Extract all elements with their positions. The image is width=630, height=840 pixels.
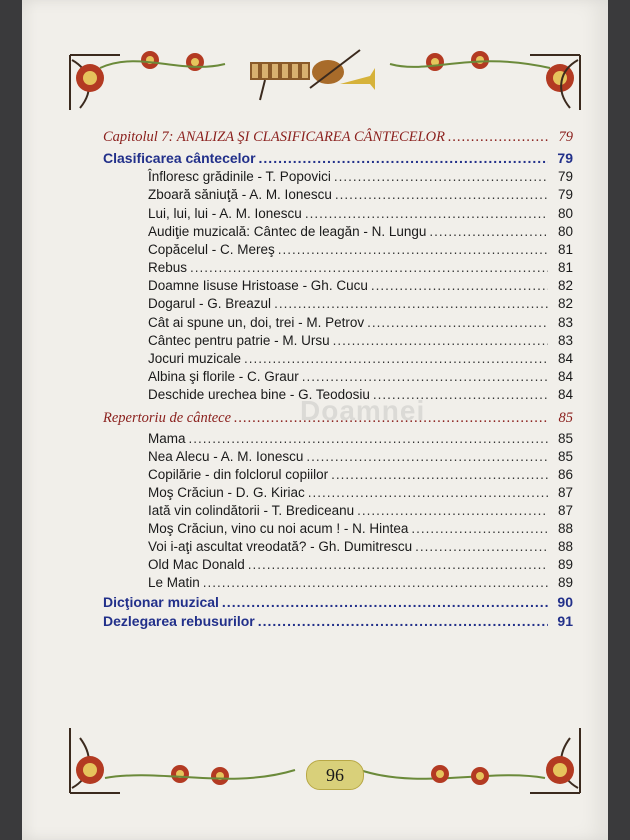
- page-ref: 88: [557, 539, 573, 554]
- toc-entry[interactable]: [148, 168, 573, 186]
- leader-dots: [258, 612, 548, 630]
- entry-title: Copăcelul - C. Mereş: [148, 242, 275, 257]
- page-ref: 83: [557, 315, 573, 330]
- toc-entry[interactable]: [148, 314, 573, 332]
- leader-dots: [415, 538, 548, 556]
- leader-dots: [222, 593, 548, 611]
- toc-entry[interactable]: [148, 386, 573, 404]
- page-ref: 84: [557, 369, 573, 384]
- leader-dots: [190, 259, 548, 277]
- entry-title: Mama: [148, 431, 186, 446]
- section-title: Dezlegarea rebusurilor: [103, 613, 255, 629]
- entry-title: Old Mac Donald: [148, 557, 245, 572]
- chapter-row[interactable]: [103, 128, 573, 146]
- page-ref: 85: [558, 410, 573, 426]
- leader-dots: [259, 149, 548, 167]
- toc-entry[interactable]: [148, 484, 573, 502]
- section-title: Clasificarea cântecelor: [103, 150, 256, 166]
- page-ref: 90: [557, 594, 573, 610]
- page-ref: 82: [557, 278, 573, 293]
- page-ref: 80: [557, 206, 573, 221]
- leader-dots: [189, 430, 548, 448]
- entry-title: Le Matin: [148, 575, 200, 590]
- entry-title: Înfloresc grădinile - T. Popovici: [148, 169, 331, 184]
- entry-title: Deschide urechea bine - G. Teodosiu: [148, 387, 370, 402]
- entry-title: Voi i-aţi ascultat vreodată? - Gh. Dumitrescu: [148, 539, 413, 554]
- section-row[interactable]: [103, 409, 573, 427]
- watermark-text: Doamnei: [300, 395, 426, 426]
- page-ref: 91: [557, 613, 573, 629]
- toc-entry[interactable]: [148, 295, 573, 313]
- page-ref: 80: [557, 224, 573, 239]
- leader-dots: [331, 466, 548, 484]
- entry-title: Jocuri muzicale: [148, 351, 242, 366]
- chapter-title: Capitolul 7: ANALIZA ŞI CLASIFICAREA CÂNTECELOR: [103, 129, 445, 145]
- toc-entry[interactable]: [148, 520, 573, 538]
- leader-dots: [334, 168, 548, 186]
- page-number: 96: [306, 760, 364, 790]
- section-row[interactable]: [103, 593, 573, 611]
- page-ref: 87: [557, 503, 573, 518]
- entry-title: Iată vin colindătorii - T. Brediceanu: [148, 503, 355, 518]
- toc-entry[interactable]: [148, 205, 573, 223]
- page-ref: 85: [557, 449, 573, 464]
- entry-title: Rebus: [148, 260, 188, 275]
- leader-dots: [302, 368, 548, 386]
- leader-dots: [357, 502, 548, 520]
- page-ref: 82: [557, 296, 573, 311]
- entry-title: Albina şi florile - C. Graur: [148, 369, 299, 384]
- page-ref: 83: [557, 333, 573, 348]
- toc-entry[interactable]: [148, 538, 573, 556]
- page-ref: 79: [557, 150, 573, 166]
- page-ref: 87: [557, 485, 573, 500]
- leader-dots: [335, 186, 548, 204]
- leader-dots: [274, 295, 548, 313]
- section-row[interactable]: [103, 149, 573, 167]
- leader-dots: [278, 241, 548, 259]
- leader-dots: [234, 409, 548, 427]
- page-ref: 81: [557, 242, 573, 257]
- toc-entry[interactable]: [148, 259, 573, 277]
- leader-dots: [333, 332, 548, 350]
- leader-dots: [305, 205, 548, 223]
- toc-entry[interactable]: [148, 448, 573, 466]
- page-ref: 84: [557, 351, 573, 366]
- entry-title: Doamne Iisuse Hristoase - Gh. Cucu: [148, 278, 368, 293]
- page-ref: 79: [557, 187, 573, 202]
- toc-entry[interactable]: [148, 556, 573, 574]
- section-title: Dicţionar muzical: [103, 594, 219, 610]
- entry-title: Moş Crăciun - D. G. Kiriac: [148, 485, 305, 500]
- entry-title: Lui, lui, lui - A. M. Ionescu: [148, 206, 302, 221]
- section-row[interactable]: [103, 612, 573, 630]
- leader-dots: [203, 574, 548, 592]
- toc-entry[interactable]: [148, 466, 573, 484]
- entry-title: Zboară săniuţă - A. M. Ionescu: [148, 187, 332, 202]
- toc-entry[interactable]: [148, 574, 573, 592]
- page-ref: 79: [558, 129, 573, 145]
- page-ref: 89: [557, 557, 573, 572]
- page-ref: 86: [557, 467, 573, 482]
- entry-title: Copilărie - din folclorul copiilor: [148, 467, 329, 482]
- leader-dots: [248, 556, 548, 574]
- page-ref: 88: [557, 521, 573, 536]
- leader-dots: [373, 386, 548, 404]
- entry-title: Cât ai spune un, doi, trei - M. Petrov: [148, 315, 365, 330]
- page-ref: 85: [557, 431, 573, 446]
- entry-title: Audiţie muzicală: Cântec de leagăn - N. Lungu: [148, 224, 427, 239]
- toc-entry[interactable]: [148, 241, 573, 259]
- toc-entry[interactable]: [148, 350, 573, 368]
- section-title: Repertoriu de cântece: [103, 410, 232, 426]
- toc-entry[interactable]: [148, 277, 573, 295]
- leader-dots: [306, 448, 548, 466]
- leader-dots: [429, 223, 548, 241]
- leader-dots: [308, 484, 548, 502]
- page-ref: 79: [557, 169, 573, 184]
- page-ref: 81: [557, 260, 573, 275]
- leader-dots: [371, 277, 548, 295]
- toc-entry[interactable]: [148, 430, 573, 448]
- toc-entry[interactable]: [148, 186, 573, 204]
- leader-dots: [367, 314, 548, 332]
- leader-dots: [411, 520, 548, 538]
- toc-entry[interactable]: [148, 502, 573, 520]
- leader-dots: [244, 350, 548, 368]
- page-ref: 89: [557, 575, 573, 590]
- leader-dots: [448, 128, 548, 146]
- toc-entry[interactable]: [148, 368, 573, 386]
- entry-title: Moş Crăciun, vino cu noi acum ! - N. Hintea: [148, 521, 409, 536]
- entry-title: Cântec pentru patrie - M. Ursu: [148, 333, 330, 348]
- toc-entry[interactable]: [148, 332, 573, 350]
- entry-title: Dogarul - G. Breazul: [148, 296, 272, 311]
- page-ref: 84: [557, 387, 573, 402]
- toc-entry[interactable]: [148, 223, 573, 241]
- entry-title: Nea Alecu - A. M. Ionescu: [148, 449, 304, 464]
